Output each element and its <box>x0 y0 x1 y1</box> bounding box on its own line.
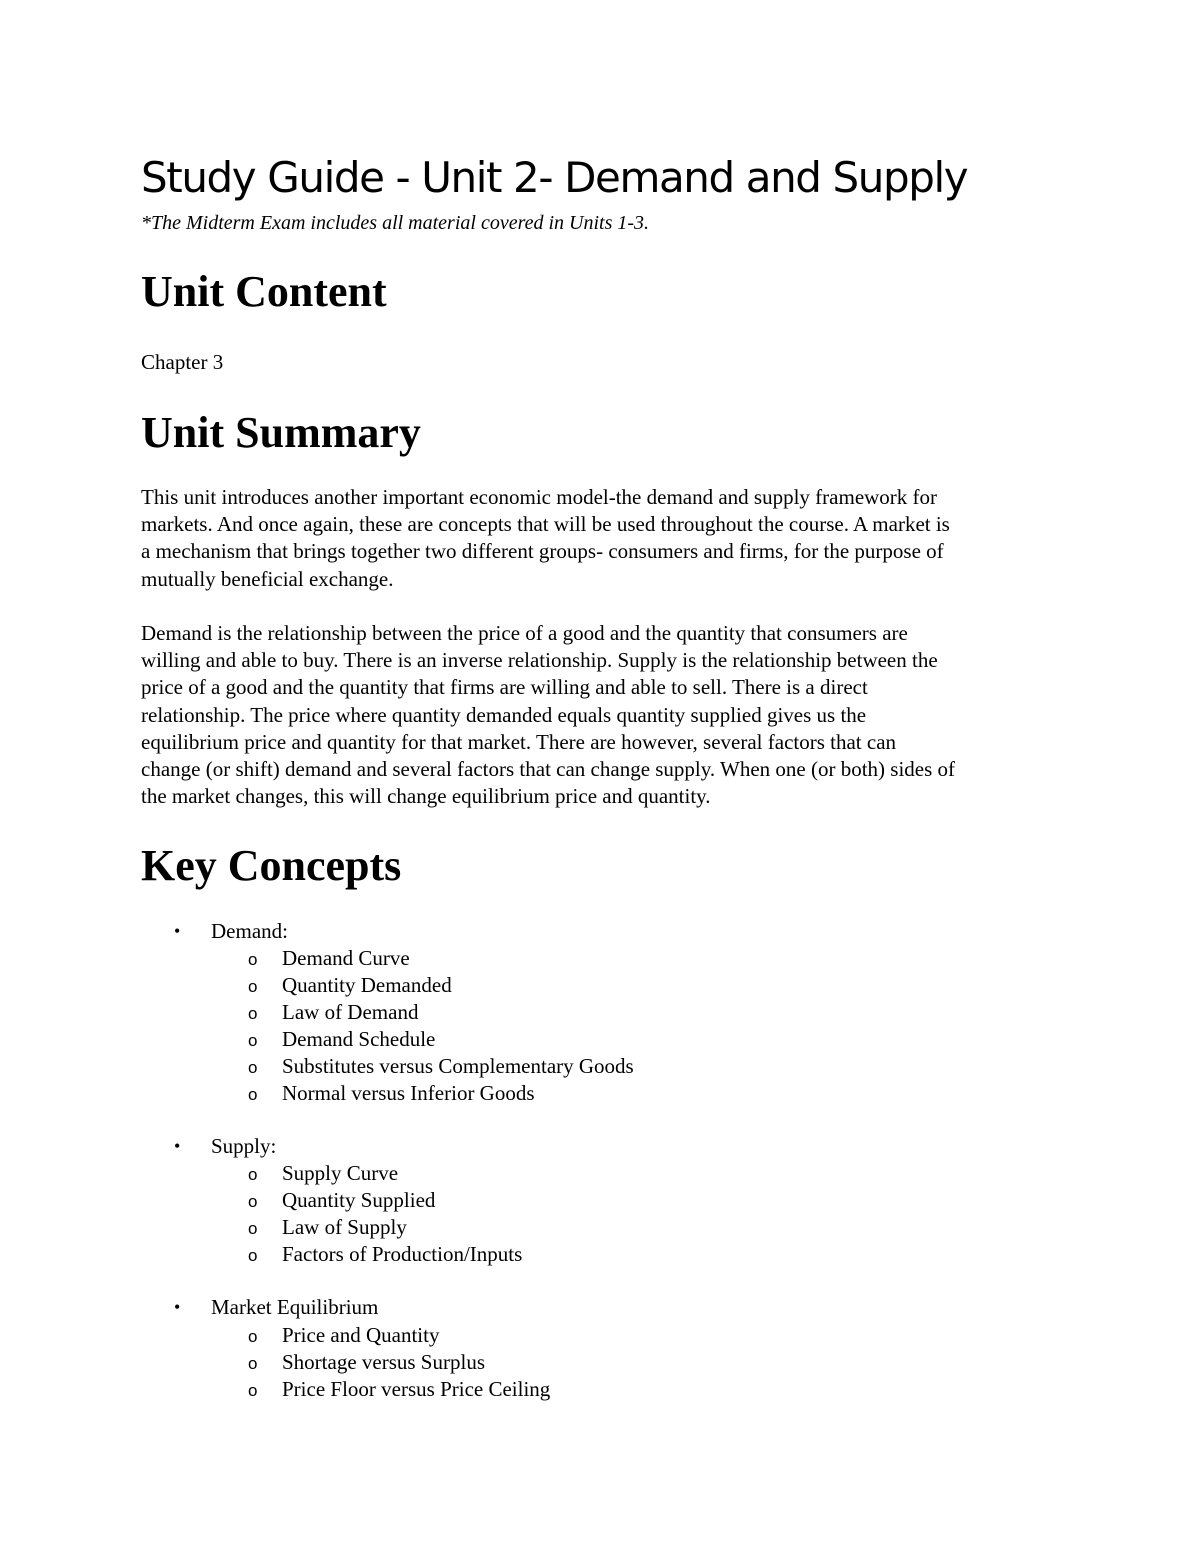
sub-bullet-icon: o <box>248 1380 258 1400</box>
item-label: Normal versus Inferior Goods <box>282 1081 535 1106</box>
sub-bullet-icon: o <box>248 977 258 997</box>
bullet-icon: • <box>174 1136 181 1157</box>
document-title: Study Guide - Unit 2- Demand and Supply <box>141 153 968 202</box>
item-label: Law of Supply <box>282 1215 407 1240</box>
sub-bullet-icon: o <box>248 1165 258 1185</box>
paragraph-line: willing and able to buy. There is an inverse relationship. Supply is the relationship between the <box>141 648 938 673</box>
bullet-icon: • <box>174 921 181 941</box>
list-item <box>141 972 1071 999</box>
paragraph-line: relationship. The price where quantity demanded equals quantity supplied gives us the <box>141 702 867 727</box>
list-item <box>141 1080 1071 1107</box>
sub-bullet-icon: o <box>248 1353 258 1373</box>
group-label: Demand: <box>211 919 288 943</box>
list-item <box>141 1026 1071 1053</box>
paragraph-line: Demand is the relationship between the price of a good and the quantity that consumers are <box>141 621 908 645</box>
paragraph-line: mutually beneficial exchange. <box>141 566 394 591</box>
paragraph-line: the market changes, this will change equilibrium price and quantity. <box>141 784 711 809</box>
unit-content-text: Chapter 3 <box>141 350 224 374</box>
item-label: Substitutes versus Complementary Goods <box>282 1054 634 1079</box>
key-concepts-list <box>141 918 1071 1429</box>
concept-group-demand <box>141 918 1071 1107</box>
list-item <box>141 945 1071 972</box>
list-item <box>141 1214 1071 1241</box>
list-item <box>141 1160 1071 1187</box>
paragraph-line: price of a good and the quantity that firms are willing and able to sell. There is a direct <box>141 675 868 700</box>
paragraph-line: change (or shift) demand and several factors that can change supply. When one (or both) sides of <box>141 757 956 782</box>
sub-bullet-icon: o <box>248 1326 258 1346</box>
group-label: Supply: <box>211 1134 277 1159</box>
sub-bullet-icon: o <box>248 1219 258 1239</box>
list-item <box>141 1053 1071 1080</box>
list-item <box>141 1187 1071 1214</box>
sub-bullet-icon: o <box>248 1085 258 1105</box>
paragraph-line: This unit introduces another important economic model-the demand and supply framework for <box>141 485 938 509</box>
summary-paragraph-2 <box>141 620 1071 810</box>
item-label: Demand Schedule <box>282 1027 436 1052</box>
list-item <box>141 1294 1071 1321</box>
item-label: Price and Quantity <box>282 1322 440 1347</box>
list-item <box>141 1349 1071 1376</box>
midterm-note: *The Midterm Exam includes all material covered in Units 1-3. <box>141 212 650 234</box>
list-item <box>141 999 1071 1026</box>
paragraph-line: equilibrium price and quantity for that market. There are however, several factors that can <box>141 729 897 754</box>
sub-bullet-icon: o <box>248 1058 258 1078</box>
item-label: Quantity Supplied <box>282 1188 436 1213</box>
item-label: Law of Demand <box>282 1000 419 1025</box>
sub-bullet-icon: o <box>248 1031 258 1051</box>
item-label: Quantity Demanded <box>282 973 452 998</box>
list-item <box>141 1241 1071 1268</box>
unit-summary-heading: Unit Summary <box>141 408 421 457</box>
bullet-icon: • <box>174 1297 181 1318</box>
unit-content-heading: Unit Content <box>141 267 387 316</box>
sub-bullet-icon: o <box>248 1246 258 1266</box>
item-label: Demand Curve <box>282 946 410 971</box>
key-concepts-heading: Key Concepts <box>141 841 402 890</box>
concept-group-supply <box>141 1133 1071 1268</box>
list-item <box>141 1376 1071 1403</box>
list-item <box>141 918 1071 945</box>
group-label: Market Equilibrium <box>211 1295 379 1320</box>
concept-group-market-equilibrium <box>141 1294 1071 1402</box>
paragraph-line: a mechanism that brings together two different groups- consumers and firms, for the purpose of <box>141 539 944 564</box>
item-label: Factors of Production/Inputs <box>282 1242 523 1267</box>
item-label: Shortage versus Surplus <box>282 1349 485 1374</box>
list-item <box>141 1322 1071 1349</box>
sub-bullet-icon: o <box>248 1004 258 1024</box>
summary-paragraph-1 <box>141 484 1071 593</box>
item-label: Price Floor versus Price Ceiling <box>282 1376 551 1401</box>
sub-bullet-icon: o <box>248 1192 258 1212</box>
item-label: Supply Curve <box>282 1161 399 1186</box>
paragraph-line: markets. And once again, these are concepts that will be used throughout the course. A market is <box>141 512 950 537</box>
list-item <box>141 1133 1071 1160</box>
sub-bullet-icon: o <box>248 950 258 970</box>
